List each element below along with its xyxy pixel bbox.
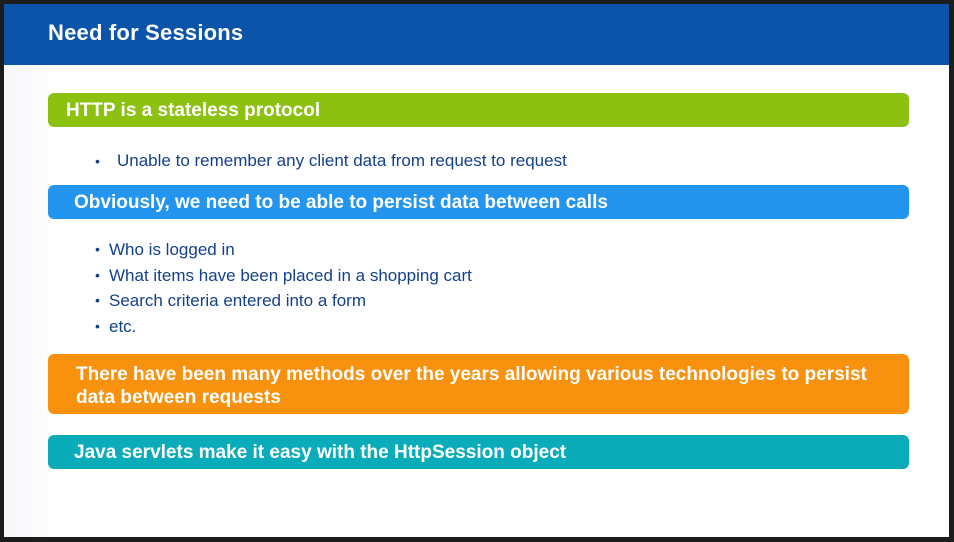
list-item-text: Search criteria entered into a form [109,291,367,310]
bullet-icon: • [95,317,100,334]
section-heading-persist: Obviously, we need to be able to persist data between calls [48,185,909,219]
list-item-text: etc. [109,316,137,336]
list-item-text: Unable to remember any client data from request to request [117,151,567,170]
left-margin-shade [4,65,48,537]
list-item [95,151,567,171]
bullet-list-stateless [95,151,567,171]
slide-title: Need for Sessions [48,20,244,45]
section-heading-httpsession: Java servlets make it easy with the HttpSession object [48,435,909,469]
section-heading-stateless: HTTP is a stateless protocol [48,93,909,127]
list-item [95,314,472,340]
bullet-icon: • [95,241,100,257]
title-bar [4,4,949,65]
bullet-list-persist [95,237,472,339]
bullet-icon: • [95,153,100,169]
list-item [95,288,472,314]
list-item [95,237,472,263]
bullet-icon: • [95,292,100,308]
list-item [95,263,472,289]
list-item-text: Who is logged in [109,240,235,259]
bullet-icon: • [95,266,100,283]
list-item-text: What items have been placed in a shopping cart [109,265,472,285]
section-heading-methods: There have been many methods over the years allowing various technologies to persist data between requests [48,354,909,414]
slide [4,4,949,537]
